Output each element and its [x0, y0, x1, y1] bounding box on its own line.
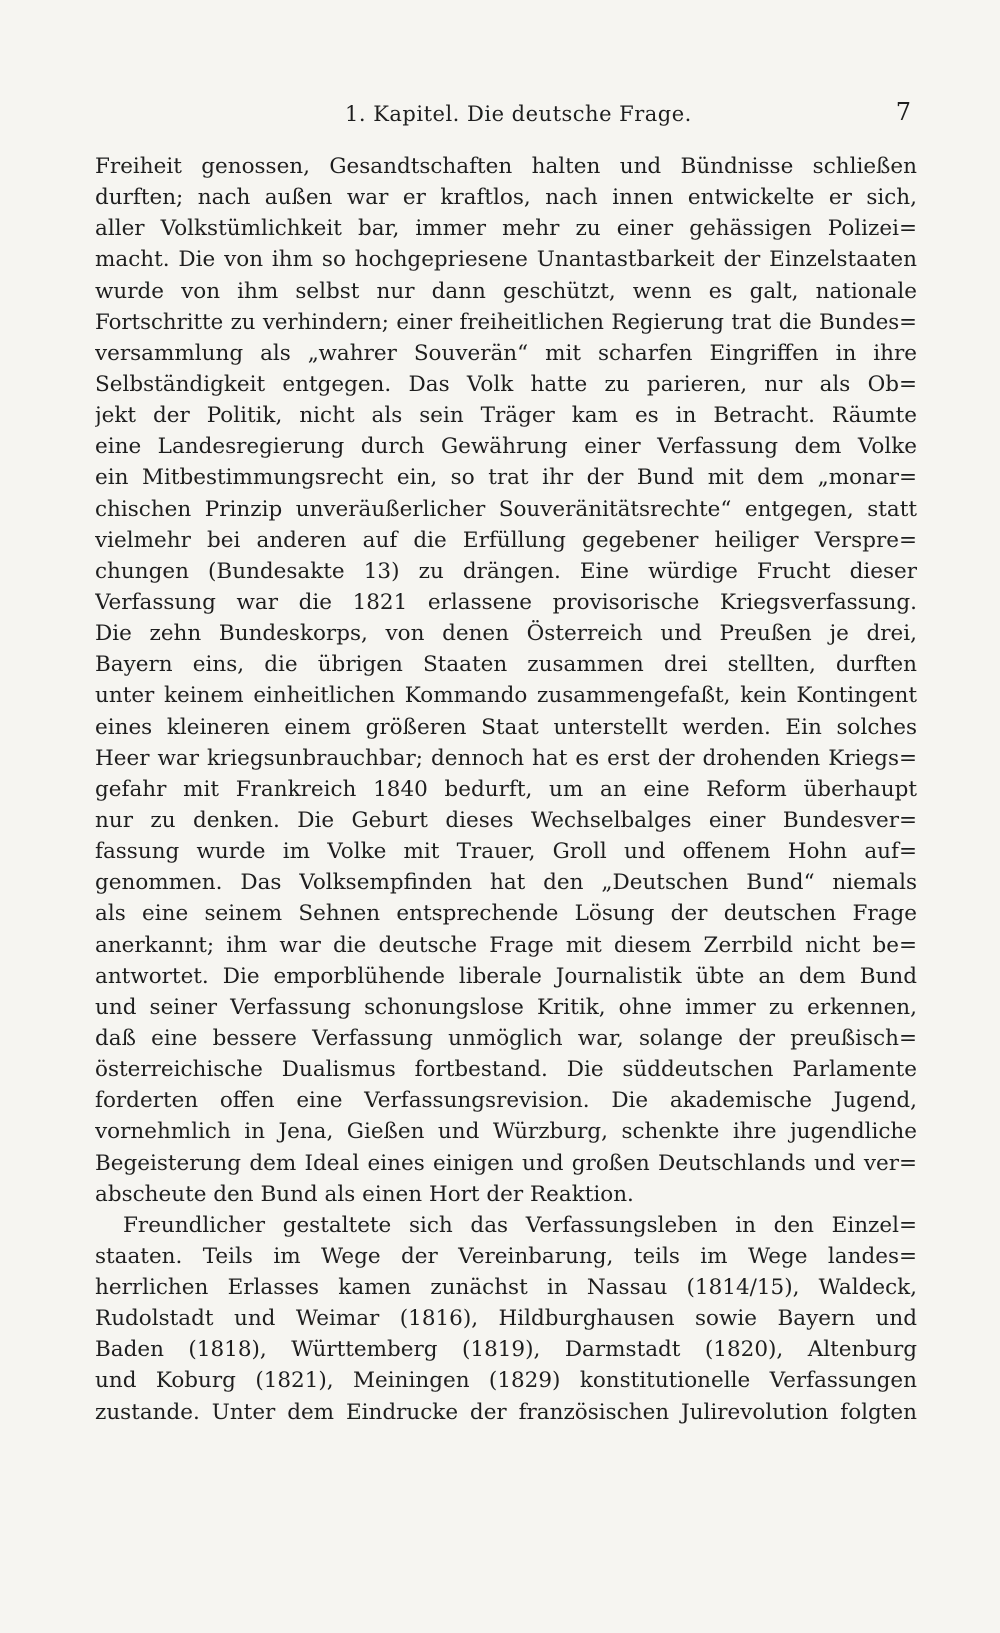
- text-line: Bayern eins, die übrigen Staaten zusammen drei stellten, durften: [95, 652, 917, 678]
- running-head: [95, 98, 915, 132]
- text-line: Rudolstadt und Weimar (1816), Hildburghausen sowie Bayern und: [95, 1306, 917, 1332]
- text-line: chungen (Bundesakte 13) zu drängen. Eine würdige Frucht dieser: [95, 558, 917, 584]
- text-line: Baden (1818), Württemberg (1819), Darmstadt (1820), Altenburg: [95, 1337, 917, 1363]
- text-line: Selbständigkeit entgegen. Das Volk hatte zu parieren, nur als Ob=: [95, 371, 917, 397]
- text-line: Die zehn Bundeskorps, von denen Österreich und Preußen je drei,: [95, 621, 917, 647]
- text-line: herrlichen Erlasses kamen zunächst in Nassau (1814/15), Waldeck,: [95, 1275, 917, 1301]
- text-line: aller Volkstümlichkeit bar, immer mehr zu einer gehässigen Polizei=: [95, 216, 917, 242]
- text-line: nur zu denken. Die Geburt dieses Wechselbalges einer Bundesver=: [95, 807, 917, 833]
- text-line: gefahr mit Frankreich 1840 bedurft, um an eine Reform überhaupt: [95, 776, 917, 802]
- text-line: Heer war kriegsunbrauchbar; dennoch hat es erst der drohenden Kriegs=: [95, 745, 917, 771]
- paragraph-end-line: abscheute den Bund als einen Hort der Reaktion.: [95, 1181, 634, 1207]
- text-line: forderten offen eine Verfassungsrevision. Die akademische Jugend,: [95, 1088, 917, 1114]
- text-line: chischen Prinzip unveräußerlicher Souveränitätsrechte“ entgegen, statt: [95, 496, 917, 522]
- text-line: jekt der Politik, nicht als sein Träger kam es in Betracht. Räumte: [95, 403, 917, 429]
- paragraph-start-line: Freundlicher gestaltete sich das Verfassungsleben in den Einzel=: [123, 1212, 917, 1238]
- text-line: antwortet. Die emporblühende liberale Journalistik übte an dem Bund: [95, 963, 917, 989]
- text-line: österreichische Dualismus fortbestand. Die süddeutschen Parlamente: [95, 1057, 917, 1083]
- text-line: durften; nach außen war er kraftlos, nach innen entwickelte er sich,: [95, 185, 917, 211]
- text-line: eines kleineren einem größeren Staat unterstellt werden. Ein solches: [95, 714, 917, 740]
- text-line: wurde von ihm selbst nur dann geschützt, wenn es galt, nationale: [95, 278, 917, 304]
- text-line: fassung wurde im Volke mit Trauer, Groll und offenem Hohn auf=: [95, 839, 917, 865]
- body-text: [95, 151, 917, 1428]
- text-line: Begeisterung dem Ideal eines einigen und großen Deutschlands und ver=: [95, 1150, 917, 1176]
- text-line: und seiner Verfassung schonungslose Kritik, ohne immer zu erkennen,: [95, 994, 917, 1020]
- text-line: versammlung als „wahrer Souverän“ mit scharfen Eingriffen in ihre: [95, 340, 917, 366]
- text-line: Verfassung war die 1821 erlassene provisorische Kriegsverfassung.: [95, 589, 917, 615]
- text-line: genommen. Das Volksempfinden hat den „Deutschen Bund“ niemals: [95, 870, 917, 896]
- text-line: ein Mitbestimmungsrecht ein, so trat ihr der Bund mit dem „monar=: [95, 465, 917, 491]
- running-title: 1. Kapitel. Die deutsche Frage.: [345, 102, 692, 126]
- text-line: vornehmlich in Jena, Gießen und Würzburg, schenkte ihre jugendliche: [95, 1119, 917, 1145]
- text-line: macht. Die von ihm so hochgepriesene Unantastbarkeit der Einzelstaaten: [95, 247, 917, 273]
- page-number: 7: [895, 98, 911, 126]
- text-line: eine Landesregierung durch Gewährung einer Verfassung dem Volke: [95, 434, 917, 460]
- text-line: zustande. Unter dem Eindrucke der französischen Julirevolution folgten: [95, 1399, 917, 1425]
- text-line: daß eine bessere Verfassung unmöglich war, solange der preußisch=: [95, 1025, 917, 1051]
- text-line: vielmehr bei anderen auf die Erfüllung gegebener heiliger Verspre=: [95, 527, 917, 553]
- text-line: anerkannt; ihm war die deutsche Frage mit diesem Zerrbild nicht be=: [95, 932, 917, 958]
- text-line: unter keinem einheitlichen Kommando zusammengefaßt, kein Kontingent: [95, 683, 917, 709]
- text-line: Freiheit genossen, Gesandtschaften halten und Bündnisse schließen: [95, 154, 917, 179]
- text-line: Fortschritte zu verhindern; einer freiheitlichen Regierung trat die Bundes=: [95, 309, 917, 335]
- text-line: als eine seinem Sehnen entsprechende Lösung der deutschen Frage: [95, 901, 917, 927]
- text-line: und Koburg (1821), Meiningen (1829) konstitutionelle Verfassungen: [95, 1368, 917, 1394]
- text-line: staaten. Teils im Wege der Vereinbarung, teils im Wege landes=: [95, 1243, 917, 1269]
